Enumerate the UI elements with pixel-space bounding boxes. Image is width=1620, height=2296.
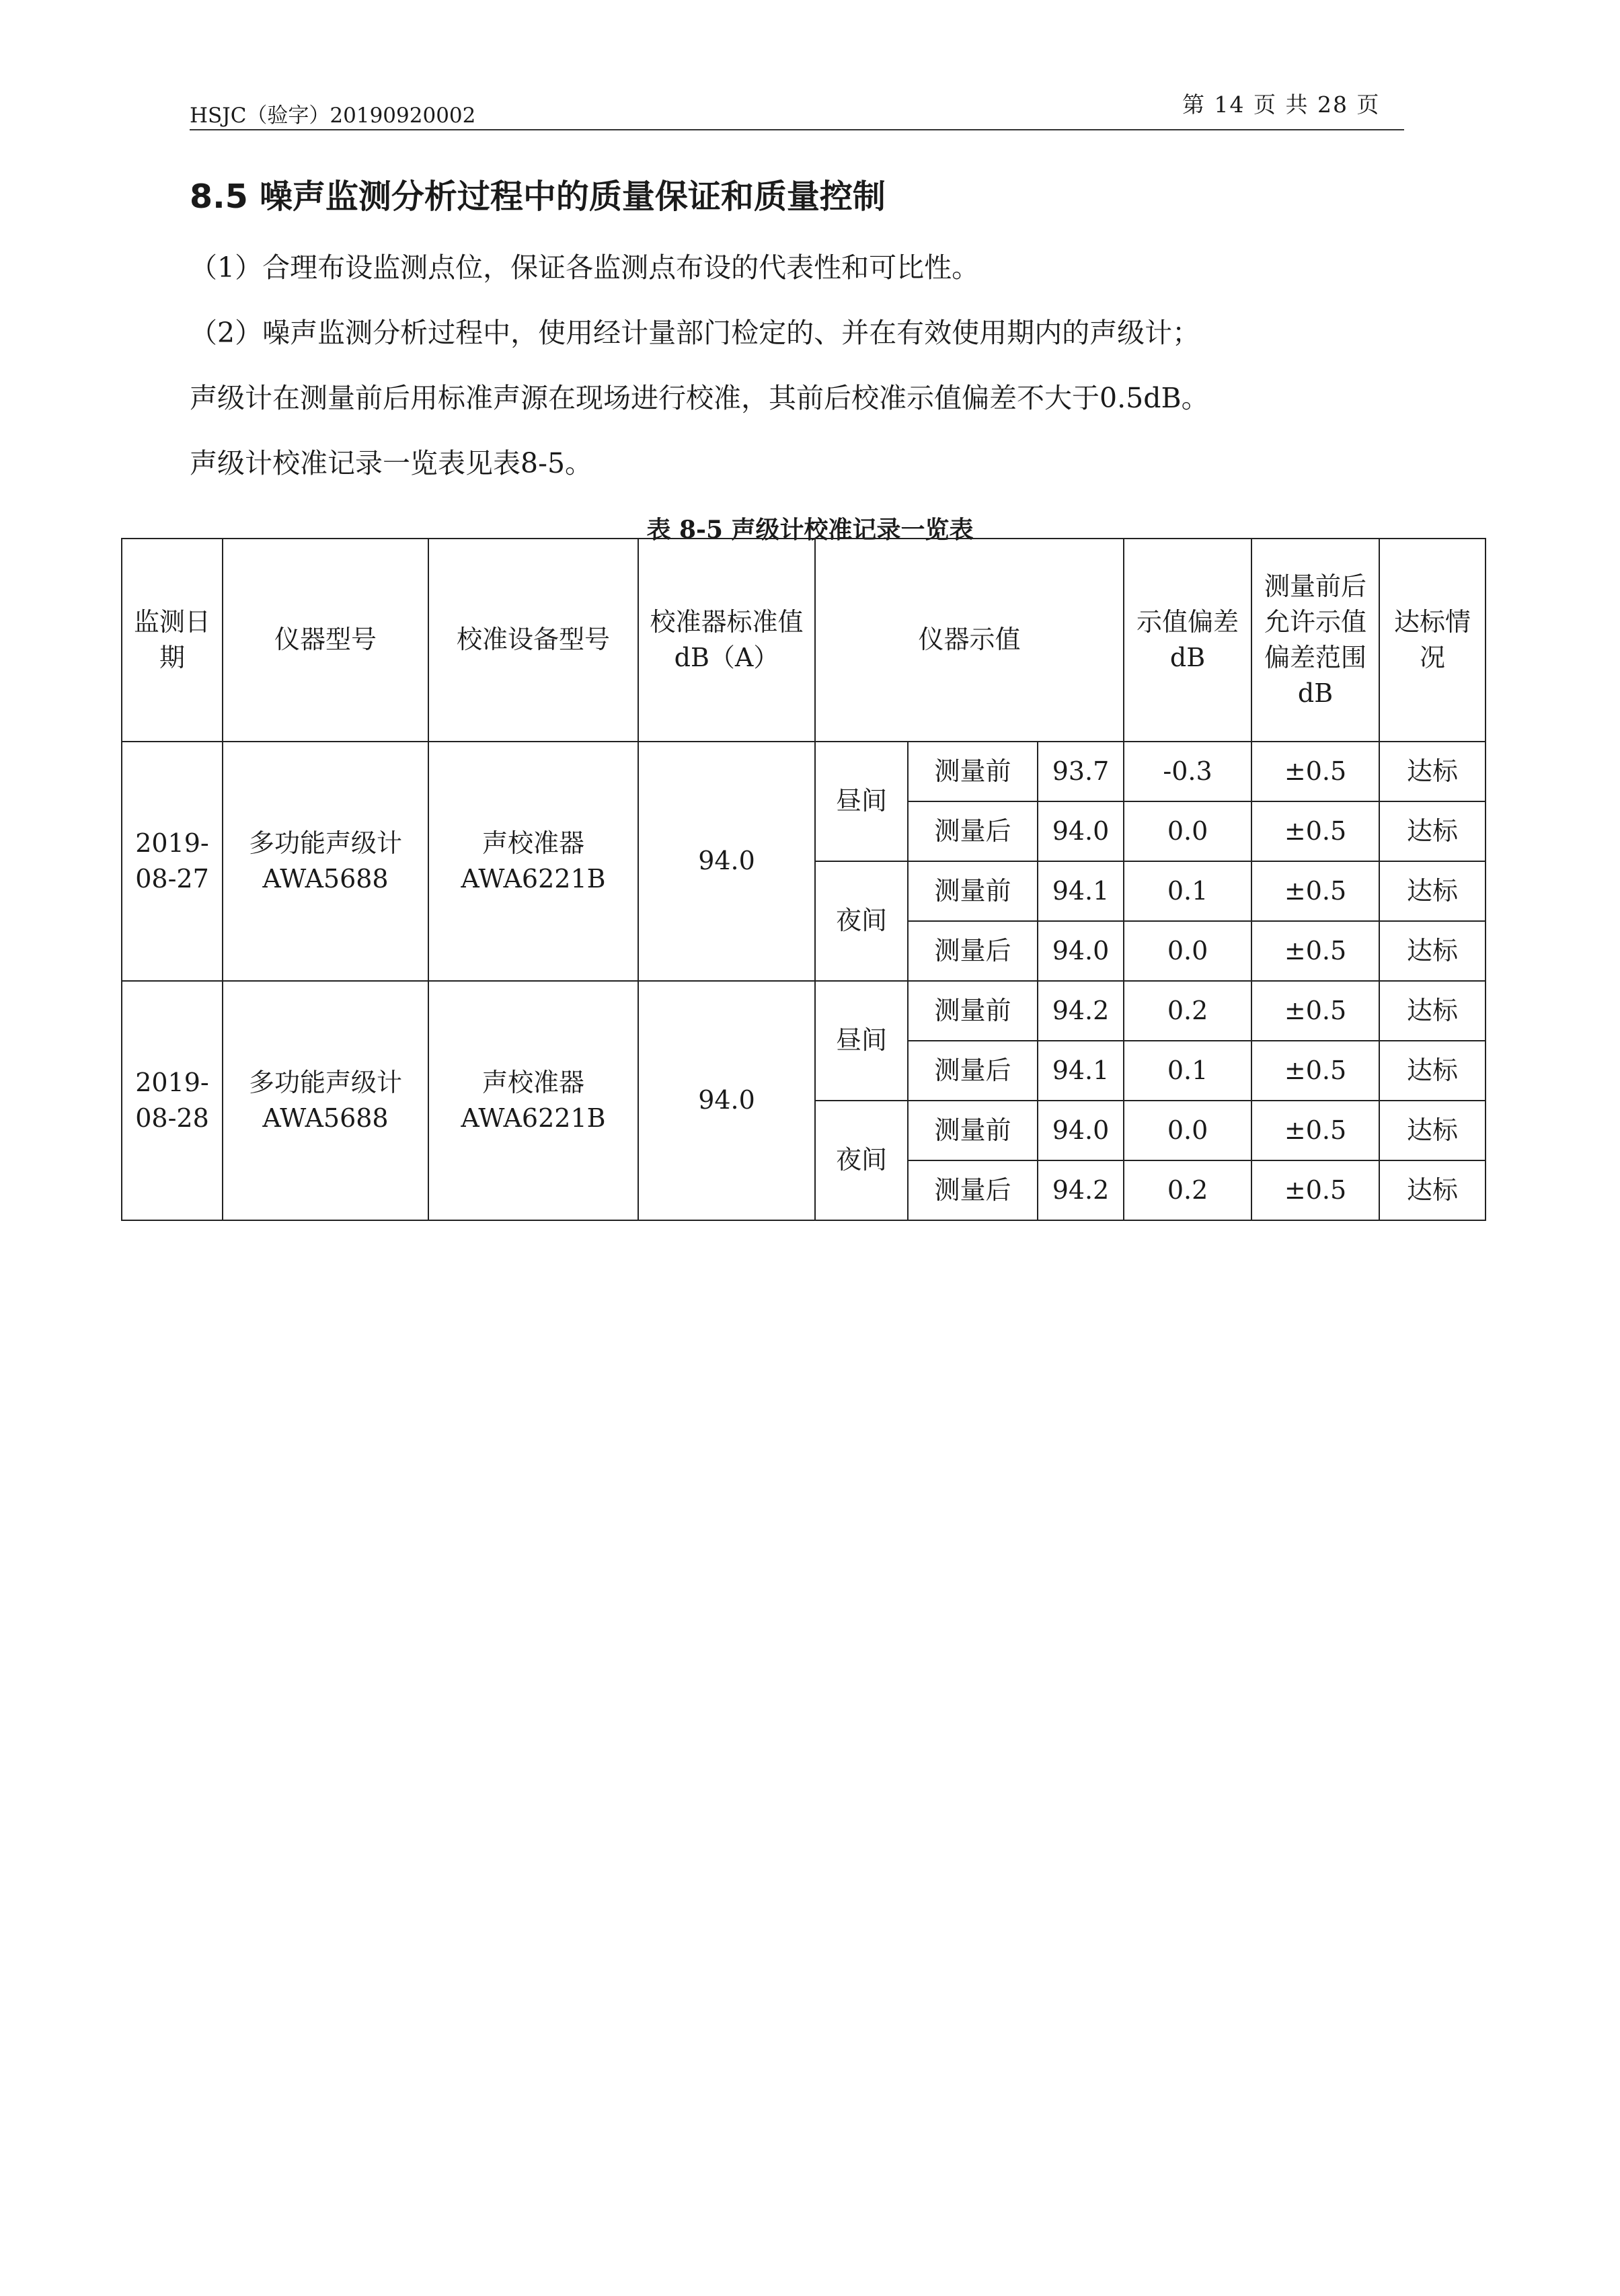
cell-range: ±0.5 (1251, 801, 1379, 861)
cell-value: 94.1 (1038, 861, 1124, 921)
header-date: 监测日期 (122, 539, 223, 742)
cell-deviation: 0.0 (1124, 1101, 1251, 1160)
cell-instrument: 多功能声级计 AWA5688 (223, 981, 428, 1220)
paragraph-2-line-2: 声级计在测量前后用标准声源在现场进行校准，其前后校准示值偏差不大于0.5dB。 (190, 382, 1209, 414)
cell-phase: 测量后 (908, 921, 1038, 981)
cell-period: 昼间 (815, 742, 908, 861)
paragraph-1: （1）合理布设监测点位，保证各监测点布设的代表性和可比性。 (190, 251, 980, 284)
cell-status: 达标 (1379, 801, 1486, 861)
header-instrument-model: 仪器型号 (223, 539, 428, 742)
cell-status: 达标 (1379, 1160, 1486, 1220)
cell-calibrator: 声校准器 AWA6221B (428, 981, 638, 1220)
cell-range: ±0.5 (1251, 1160, 1379, 1220)
document-number: HSJC（验字）20190920002 (190, 104, 476, 128)
cell-phase: 测量后 (908, 801, 1038, 861)
cell-phase: 测量前 (908, 861, 1038, 921)
header-allowed-range: 测量前后允许示值偏差范围 dB (1251, 539, 1379, 742)
header-standard-value: 校准器标准值 dB（A） (638, 539, 815, 742)
cell-deviation: -0.3 (1124, 742, 1251, 801)
cell-period: 夜间 (815, 861, 908, 981)
cell-status: 达标 (1379, 921, 1486, 981)
cell-date: 2019-08-28 (122, 981, 223, 1220)
cell-value: 94.0 (1038, 1101, 1124, 1160)
cell-deviation: 0.2 (1124, 981, 1251, 1041)
header-calibrator-model: 校准设备型号 (428, 539, 638, 742)
cell-status: 达标 (1379, 981, 1486, 1041)
cell-instrument: 多功能声级计 AWA5688 (223, 742, 428, 981)
cell-value: 94.1 (1038, 1041, 1124, 1101)
cell-phase: 测量前 (908, 1101, 1038, 1160)
cell-status: 达标 (1379, 861, 1486, 921)
cell-range: ±0.5 (1251, 742, 1379, 801)
cell-period: 夜间 (815, 1101, 908, 1220)
cell-deviation: 0.2 (1124, 1160, 1251, 1220)
cell-deviation: 0.1 (1124, 1041, 1251, 1101)
page-indicator: 第 14 页 共 28 页 (1182, 91, 1381, 118)
table-row (122, 981, 1486, 1041)
cell-deviation: 0.1 (1124, 861, 1251, 921)
cell-deviation: 0.0 (1124, 921, 1251, 981)
cell-status: 达标 (1379, 742, 1486, 801)
section-title: 8.5 噪声监测分析过程中的质量保证和质量控制 (190, 177, 886, 216)
cell-standard-value: 94.0 (638, 981, 815, 1220)
cell-deviation: 0.0 (1124, 801, 1251, 861)
cell-range: ±0.5 (1251, 861, 1379, 921)
paragraph-2-line-1: （2）噪声监测分析过程中，使用经计量部门检定的、并在有效使用期内的声级计； (190, 317, 1200, 349)
table-row (122, 742, 1486, 801)
header-reading: 仪器示值 (815, 539, 1124, 742)
cell-phase: 测量前 (908, 742, 1038, 801)
cell-period: 昼间 (815, 981, 908, 1101)
cell-value: 93.7 (1038, 742, 1124, 801)
cell-value: 94.0 (1038, 921, 1124, 981)
cell-range: ±0.5 (1251, 1041, 1379, 1101)
header-status: 达标情况 (1379, 539, 1486, 742)
cell-range: ±0.5 (1251, 1101, 1379, 1160)
cell-date: 2019-08-27 (122, 742, 223, 981)
cell-status: 达标 (1379, 1101, 1486, 1160)
cell-range: ±0.5 (1251, 981, 1379, 1041)
cell-value: 94.0 (1038, 801, 1124, 861)
cell-value: 94.2 (1038, 1160, 1124, 1220)
cell-phase: 测量后 (908, 1160, 1038, 1220)
cell-range: ±0.5 (1251, 921, 1379, 981)
header-divider (190, 129, 1404, 130)
cell-standard-value: 94.0 (638, 742, 815, 981)
cell-phase: 测量后 (908, 1041, 1038, 1101)
table-caption: 表 8-5 声级计校准记录一览表 (646, 516, 974, 544)
cell-calibrator: 声校准器 AWA6221B (428, 742, 638, 981)
cell-status: 达标 (1379, 1041, 1486, 1101)
table-header-row (122, 539, 1486, 742)
cell-value: 94.2 (1038, 981, 1124, 1041)
cell-phase: 测量前 (908, 981, 1038, 1041)
calibration-table (121, 538, 1486, 1221)
header-deviation: 示值偏差 dB (1124, 539, 1251, 742)
paragraph-3: 声级计校准记录一览表见表8-5。 (190, 447, 593, 479)
